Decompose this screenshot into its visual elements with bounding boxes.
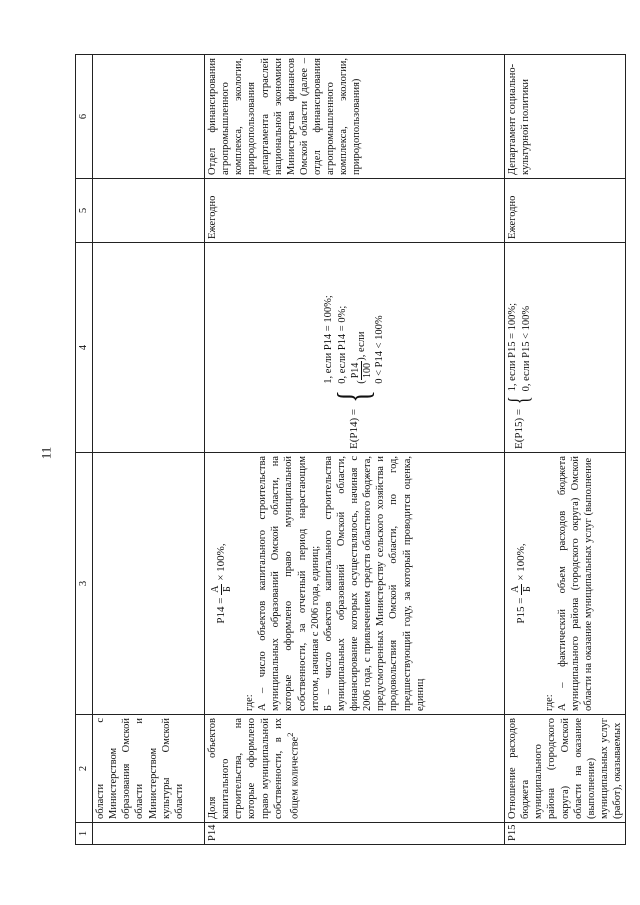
table-row-p14 — [205, 55, 505, 845]
header-col-2: 2 — [76, 715, 93, 823]
piecewise-p15: E(P15) = { 1, если P15 = 100%; 0, если P15 < 100% — [504, 302, 536, 449]
cell-empty — [93, 55, 205, 179]
responsible: Отдел финансирования агропромышленного комплекса, экологии, природопользования департамента отраслей национальной экономики Министерства финансов Омской области (далее – отдел финансирования агропромышленного комплекса, экологии, природопользования) — [205, 55, 505, 179]
definition-a: А – фактический объем расходов бюджета муниципального района (городского округа) Омской области на оказание муниципальных услуг (выполнение — [557, 456, 595, 711]
where-label: где: — [244, 694, 255, 711]
indicator-code: P14 — [205, 823, 505, 845]
rotated-document — [75, 55, 623, 845]
calculation-method — [205, 453, 505, 715]
header-col-5: 5 — [76, 179, 93, 243]
responsible: Департамент социально-культурной политики — [505, 55, 626, 179]
cell-empty — [93, 179, 205, 243]
definition-a: А – число объектов капитального строительства муниципальных образований Омской области, на которые оформлено право муниципальной собственности, за отчетный период нарастающим итогом, начиная с 2006 года, единиц; — [257, 456, 321, 711]
cell-empty — [93, 823, 205, 845]
table-row-p15 — [505, 55, 626, 845]
cell-empty — [93, 453, 205, 715]
cell-empty — [93, 243, 205, 453]
header-col-6: 6 — [76, 55, 93, 179]
header-col-3: 3 — [76, 453, 93, 715]
table-header-row — [76, 55, 93, 845]
indicator-name: Отношение расходов бюджета муниципального района (городского округа) Омской области на оказание (выполнение) муниципальных услуг (работ), оказываемых — [505, 715, 626, 823]
header-col-4: 4 — [76, 243, 93, 453]
indicator-code: P15 — [505, 823, 626, 845]
cell-indicator-name-continued: области с Министерством образования Омской области и Министерством культуры Омской области — [93, 715, 205, 823]
piecewise-p14: E(P14) = { 1, если P14 = 100%; 0, если P14 = 0%; ( P14 100 ), если 0 < P14 < 100% — [322, 295, 386, 449]
frequency: Ежегодно — [205, 179, 505, 243]
frequency: Ежегодно — [505, 179, 626, 243]
where-label: где: — [544, 694, 555, 711]
indicator-name: Доля объектов капитального строительства, на которые оформлено право муниципальной собственности, в их общем количестве$^2$ — [205, 715, 505, 823]
definition-b: Б – число объектов капитального строительства муниципальных образований Омской области, финансирование которых осуществлялось, начиная с 2006 года, с привлечением средств областного бюджета, предусмотренных Министерству сельского хозяйства и продовольствия Омской области, по год, предшествующий году, за который проводится оценка, единиц — [322, 456, 426, 711]
calculation-method — [505, 453, 626, 715]
indicators-table — [75, 54, 626, 845]
header-col-1: 1 — [76, 823, 93, 845]
evaluation-formula — [205, 243, 505, 453]
page-number: 11 — [38, 446, 54, 460]
table-row-continuation — [93, 55, 205, 845]
evaluation-formula — [505, 243, 626, 453]
formula-p14: P14 = А Б × 100%, — [210, 543, 233, 624]
formula-p15: P15 = А Б × 100%, — [510, 543, 533, 624]
